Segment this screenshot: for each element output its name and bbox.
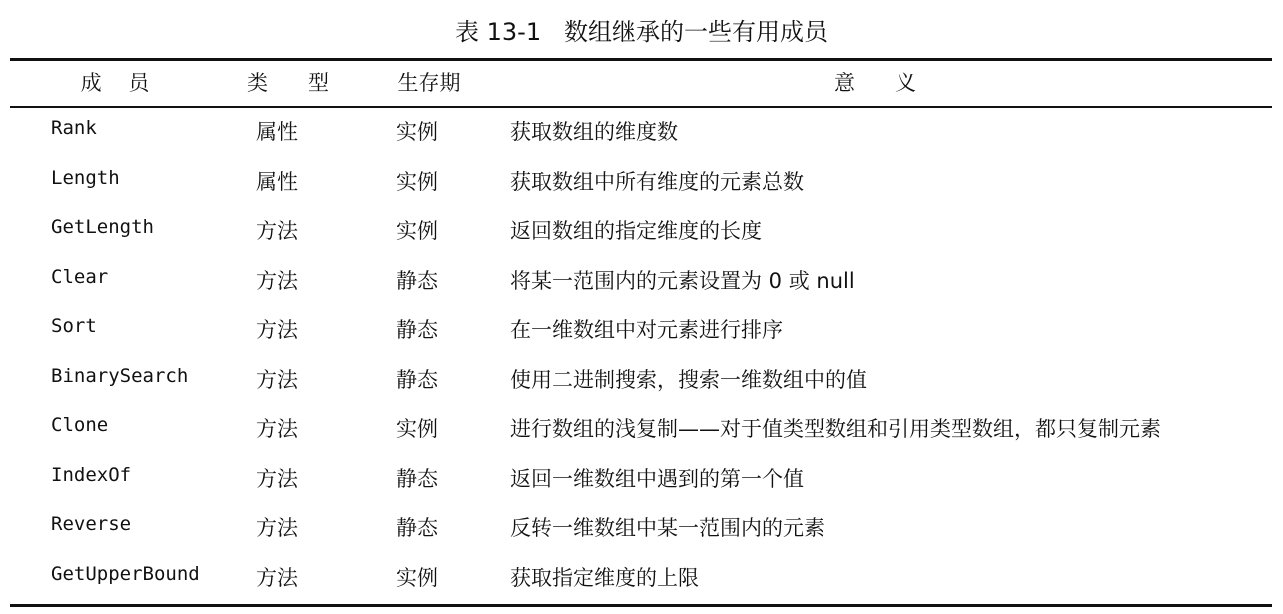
table-row: [10, 405, 1272, 455]
table-row: [10, 108, 1272, 158]
header-lifetime: 生存期: [397, 71, 461, 95]
cell-lifetime: 实例: [396, 219, 438, 243]
cell-lifetime: 静态: [396, 367, 438, 392]
cell-type: 属性: [256, 120, 298, 144]
cell-member: Clone: [51, 414, 109, 436]
cell-member: GetUpperBound: [51, 562, 200, 585]
cell-lifetime: 静态: [396, 466, 438, 491]
cell-lifetime: 静态: [396, 516, 438, 540]
cell-member: IndexOf: [51, 463, 132, 486]
cell-member: Reverse: [51, 513, 132, 535]
cell-meaning: 获取数组中所有维度的元素总数: [510, 169, 804, 194]
cell-member: Sort: [51, 315, 97, 337]
table-caption: 表 13-1 数组继承的一些有用成员: [455, 18, 828, 46]
cell-member: Length: [51, 166, 120, 189]
cell-meaning: 获取指定维度的上限: [510, 565, 699, 590]
cell-lifetime: 实例: [396, 417, 438, 441]
header-member: 成 员: [80, 71, 150, 95]
cell-member: BinarySearch: [51, 364, 189, 387]
table-row: [10, 455, 1272, 505]
cell-type: 方法: [256, 565, 298, 590]
cell-type: 方法: [256, 268, 298, 293]
table-row: [10, 306, 1272, 356]
cell-lifetime: 实例: [396, 120, 438, 144]
cell-meaning: 使用二进制搜索，搜索一维数组中的值: [510, 367, 867, 392]
header-type: 类 型: [246, 71, 330, 95]
cell-type: 属性: [256, 169, 298, 194]
cell-lifetime: 静态: [396, 318, 438, 342]
table-header: [10, 61, 1272, 106]
cell-type: 方法: [256, 367, 298, 392]
cell-type: 方法: [256, 466, 298, 491]
table-row: [10, 158, 1272, 208]
cell-meaning: 将某一范围内的元素设置为 0 或 null: [510, 268, 855, 293]
cell-member: GetLength: [51, 216, 154, 238]
table-row: [10, 257, 1272, 307]
cell-lifetime: 静态: [396, 268, 438, 293]
cell-meaning: 返回一维数组中遇到的第一个值: [510, 466, 804, 491]
table-bottom-rule: [10, 604, 1272, 607]
cell-lifetime: 实例: [396, 169, 438, 194]
cell-type: 方法: [256, 516, 298, 540]
cell-meaning: 在一维数组中对元素进行排序: [510, 318, 783, 342]
cell-meaning: 获取数组的维度数: [510, 120, 678, 144]
table-row: [10, 356, 1272, 406]
cell-type: 方法: [256, 417, 298, 441]
cell-type: 方法: [256, 219, 298, 243]
cell-meaning: 进行数组的浅复制——对于值类型数组和引用类型数组，都只复制元素: [510, 417, 1161, 441]
table-body: [10, 108, 1272, 603]
table-row: [10, 207, 1272, 257]
table-row: [10, 554, 1272, 604]
header-meaning: 意 义: [833, 71, 917, 95]
cell-meaning: 返回数组的指定维度的长度: [510, 219, 762, 243]
cell-meaning: 反转一维数组中某一范围内的元素: [510, 516, 825, 540]
cell-member: Rank: [51, 117, 97, 139]
cell-lifetime: 实例: [396, 565, 438, 590]
cell-member: Clear: [51, 265, 109, 288]
cell-type: 方法: [256, 318, 298, 342]
table-row: [10, 504, 1272, 554]
